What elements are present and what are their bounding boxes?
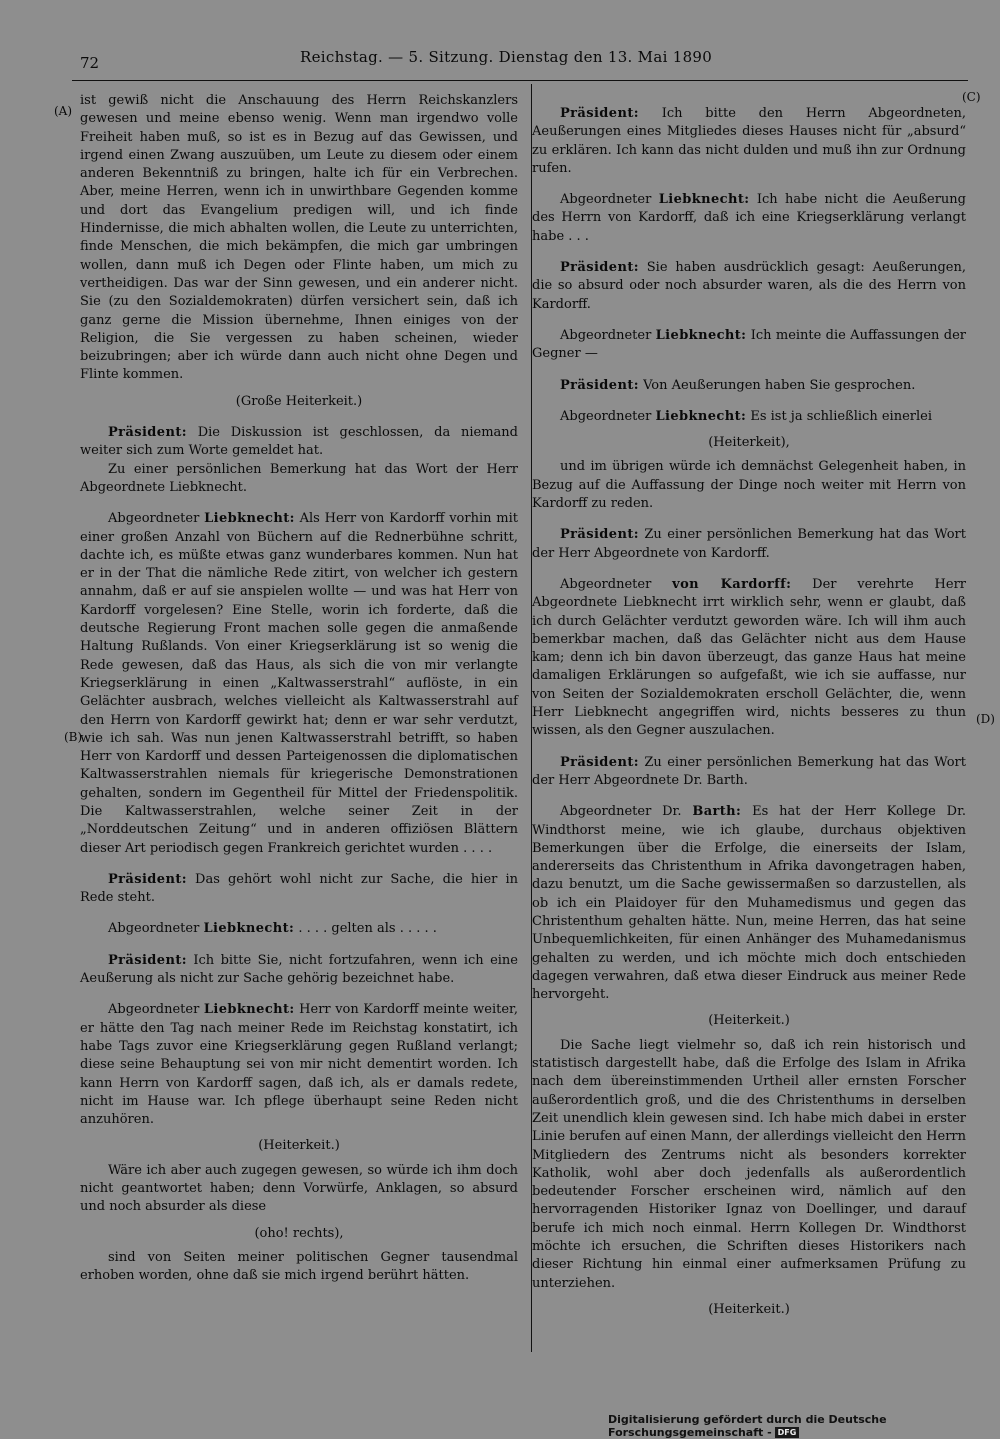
speaker-title: Abgeordneter bbox=[108, 921, 200, 937]
speaker-title: Abgeordneter bbox=[560, 192, 652, 208]
paragraph bbox=[532, 458, 966, 513]
speaker-name: Präsident: bbox=[560, 260, 639, 276]
funding-text: Digitalisierung gefördert durch die Deutsche Forschungsgemeinschaft - bbox=[608, 1413, 887, 1439]
paragraph bbox=[80, 952, 518, 989]
speaker-name: Präsident: bbox=[108, 871, 187, 887]
paragraph bbox=[532, 526, 966, 563]
speaker-title: Abgeordneter bbox=[560, 327, 652, 343]
paragraph bbox=[532, 1037, 966, 1293]
speaker-name: Präsident: bbox=[108, 952, 187, 968]
paragraph bbox=[532, 408, 966, 426]
header-rule bbox=[72, 80, 968, 81]
margin-letter-a: (A) bbox=[54, 104, 73, 118]
margin-letter-c: (C) bbox=[962, 90, 981, 104]
paragraph bbox=[532, 576, 966, 741]
paragraph-text: Es ist ja schließlich einerlei bbox=[750, 408, 932, 424]
paragraph-text: Herr von Kardorff meinte weiter, er hätte den Tag nach meiner Rede im Reichstag konstatirt, ich habe Tags zuvor eine Kriegserklärung gegen Rußland verlangt; diese seine Behauptung sei von mir nicht dementirt worden. Ich kann Herrn von Kardorff sagen, daß ich, als er damals redete, nicht im Hause war. Ich pflege überhaupt seine Reden nicht anzuhören. bbox=[80, 1002, 518, 1128]
speaker-name: Präsident: bbox=[560, 106, 639, 121]
paragraph-text: Der verehrte Herr Abgeordnete Liebknecht irrt wirklich sehr, wenn er glaubt, daß ich durch Gelächter verdutzt geworden wäre. Ich will ihm auch bemerkbar machen, daß das Gelächter nicht aus dem Hause kam; denn ich bin davon überzeugt, das ganze Haus hat meine damaligen Erklärungen so aufgefaßt, wie ich sie auffasse, nur von Seiten der Sozialdemokraten erscholl Gelächter, die, wenn Herr Liebknecht angegriffen wird, nichts besseres zu thun wissen, als den Gegner auszulachen. bbox=[532, 576, 966, 739]
paragraph bbox=[80, 1249, 518, 1286]
paragraph bbox=[532, 803, 966, 1004]
paragraph-text: . . . . gelten als . . . . . bbox=[298, 921, 437, 937]
paragraph-text: (Heiterkeit.) bbox=[708, 1013, 790, 1029]
paragraph-text: Ich habe nicht die Aeußerung des Herrn von Kardorff, daß ich eine Kriegserklärung verlangt habe . . . bbox=[532, 192, 966, 244]
paragraph-text: und im übrigen würde ich demnächst Gelegenheit haben, in Bezug auf die Auffassung der Dinge noch weiter mit Herrn von Kardorff zu reden. bbox=[532, 459, 966, 512]
speaker-title: Abgeordneter Dr. bbox=[560, 804, 682, 820]
paragraph-text: (oho! rechts), bbox=[254, 1225, 344, 1241]
paragraph bbox=[80, 1137, 518, 1155]
left-column bbox=[80, 92, 518, 1286]
paragraph bbox=[80, 1162, 518, 1217]
paragraph bbox=[80, 920, 518, 938]
funding-footer bbox=[608, 1413, 1000, 1439]
paragraph-text: Die Sache liegt vielmehr so, daß ich rein historisch und statistisch dargestellt habe, daß die Erfolge des Islam in Afrika nach dem übereinstimmenden Urtheil aller ernsten Forscher außerordentlich groß, und die des Christenthums in derselben Zeit unendlich klein gewesen sind. Ich habe mich dabei in erster Linie berufen auf einen Mann, der allerdings vielleicht den Herrn Mitgliedern des Zentrums nicht als besonders korrekter Katholik, wohl aber doch jedenfalls als außerordentlich bedeutender Forscher erscheinen wird, nämlich auf den hervorragenden Historiker Ignaz von Doellinger, und darauf berufe ich mich noch einmal. Herrn Kollegen Dr. Windthorst möchte ich ersuchen, die Schriften dieses Historikers nach dieser Richtung hin einmal einer aufmerksamen Prüfung zu unterziehen. bbox=[532, 1037, 966, 1291]
paragraph-text: (Heiterkeit.) bbox=[258, 1138, 340, 1154]
speaker-title: Abgeordneter bbox=[108, 511, 200, 527]
paragraph-text: (Heiterkeit), bbox=[708, 435, 790, 451]
paragraph-text: Es hat der Herr Kollege Dr. Windthorst meine, wie ich glaube, durchaus objektiven Bemerkungen über die Erfolge, die einerseits der Islam, andererseits das Christenthum in Afrika davongetragen haben, dazu benutzt, um die Sache gewissermaßen so darzustellen, als ob ich ein Plaidoyer für den Muhamedismus und gegen das Christenthum gehalten hätte. Nun, meine Herren, das hat seine Unbequemlichkeiten, für einen Anhänger des Muhamedanismus gehalten zu werden, und ich möchte mich doch entschieden dagegen verwahren, daß etwa dieser Eindruck aus meiner Rede hervorgeht. bbox=[532, 804, 966, 1003]
margin-letter-d: (D) bbox=[976, 712, 995, 726]
paragraph bbox=[80, 461, 518, 498]
paragraph bbox=[80, 510, 518, 858]
speaker-title: Abgeordneter bbox=[560, 408, 652, 424]
paragraph bbox=[532, 1012, 966, 1030]
margin-letter-b: (B) bbox=[64, 730, 83, 744]
paragraph-text: (Große Heiterkeit.) bbox=[235, 393, 363, 409]
paragraph-text: Die Diskussion ist geschlossen, da niemand weiter sich zum Worte gemeldet hat. bbox=[80, 425, 519, 459]
paragraph-text: Zu einer persönlichen Bemerkung hat das Wort der Herr Abgeordnete Dr. Barth. bbox=[532, 754, 966, 788]
paragraph-text: Das gehört wohl nicht zur Sache, die hier in Rede steht. bbox=[80, 871, 518, 906]
paragraph bbox=[532, 259, 966, 314]
paragraph bbox=[532, 434, 966, 452]
running-title: Reichstag. — 5. Sitzung. Dienstag den 13. Mai 1890 bbox=[300, 48, 713, 66]
paragraph-text: Wäre ich aber auch zugegen gewesen, so würde ich ihm doch nicht geantwortet haben; denn Vorwürfe, Anklagen, so absurd und noch absurder als diese bbox=[80, 1162, 518, 1215]
paragraph-text: Sie haben ausdrücklich gesagt: Aeußerungen, die so absurd oder noch absurder waren, als die des Herrn von Kardorff. bbox=[532, 260, 966, 312]
paragraph-text: Ich bitte Sie, nicht fortzufahren, wenn ich eine Aeußerung als nicht zur Sache gehörig bezeichnet habe. bbox=[80, 952, 518, 987]
speaker-name: Präsident: bbox=[560, 754, 639, 770]
speaker-name: Liebknecht: bbox=[203, 921, 295, 937]
paragraph bbox=[80, 393, 518, 411]
speaker-name: Barth: bbox=[692, 804, 742, 820]
paragraph bbox=[80, 92, 518, 385]
paragraph-text: Von Aeußerungen haben Sie gesprochen. bbox=[643, 377, 916, 393]
paragraph bbox=[80, 1001, 518, 1129]
speaker-name: Liebknecht: bbox=[655, 327, 747, 343]
paragraph-text: Zu einer persönlichen Bemerkung hat das Wort der Herr Abgeordnete von Kardorff. bbox=[532, 527, 966, 561]
paragraph-text: sind von Seiten meiner politischen Gegner tausendmal erhoben worden, ohne daß sie mich irgend berührt hätten. bbox=[80, 1249, 518, 1284]
paragraph bbox=[532, 327, 966, 364]
paragraph bbox=[80, 1225, 518, 1243]
paragraph bbox=[532, 754, 966, 791]
paragraph-text: (Heiterkeit.) bbox=[708, 1301, 790, 1317]
speaker-name: Liebknecht: bbox=[658, 192, 750, 208]
paragraph-text: ist gewiß nicht die Anschauung des Herrn Reichskanzlers gewesen und meine ebenso wenig. Wenn man irgendwo volle Freiheit haben muß, so ist es in Bezug auf das Gewissen, und irgend einen Zwang auszuüben, um Leute zu diesem oder einem anderen Bekenntniß zu bringen, halte ich für ein Verbrechen. Aber, meine Herren, wenn ich in unwirthbare Gegenden komme und dort das Evangelium predigen will, und ich finde Hindernisse, die mich abhalten wollen, die Leute zu unterrichten, finde Menschen, die mich bekämpfen, die mich gar umbringen wollen, dann muß ich Degen oder Flinte haben, um mich zu vertheidigen. Das war der Sinn gewesen, und ein anderer nicht. Sie (zu den Sozialdemokraten) dürfen versichert sein, daß ich ganz gerne die Mission übernehme, Ihnen einiges von der Religion, die Sie vergessen zu haben scheinen, wieder beizubringen; aber ich würde dann auch nicht ohne Degen und Flinte kommen. bbox=[80, 93, 518, 383]
speaker-name: Präsident: bbox=[560, 527, 639, 543]
paragraph-text: Ich bitte den Herrn Abgeordneten, Aeußerungen eines Mitgliedes dieses Hauses nicht für „absurd“ zu erklären. Ich kann das nicht dulden und muß ihn zur Ordnung rufen. bbox=[532, 106, 966, 176]
paragraph bbox=[532, 191, 966, 246]
speaker-name: Liebknecht: bbox=[203, 1002, 295, 1018]
speaker-name: von Kardorff: bbox=[672, 576, 792, 592]
page-number: 72 bbox=[80, 54, 100, 72]
dfg-logo: DFG bbox=[775, 1427, 800, 1438]
speaker-title: Abgeordneter bbox=[560, 576, 652, 592]
page-header bbox=[0, 44, 1000, 74]
speaker-name: Liebknecht: bbox=[204, 511, 295, 527]
paragraph-text: Zu einer persönlichen Bemerkung hat das Wort der Herr Abgeordnete Liebknecht. bbox=[80, 461, 518, 495]
paragraph-text: Ich meinte die Auffassungen der Gegner — bbox=[532, 327, 966, 362]
paragraph-text: Als Herr von Kardorff vorhin mit einer großen Anzahl von Büchern auf die Rednerbühne schritt, dachte ich, es müßte etwas ganz wunderbares kommen. Nun hat er in der That die nämliche Rede zitirt, von welcher ich gestern annahm, daß er auf sie anspielen wollte — und was hat Herr von Kardorff vorgelesen? Eine Stelle, worin ich forderte, daß die deutsche Regierung Front machen solle gegen die anmaßende Haltung Rußlands. Von einer Kriegserklärung ist so wenig die Rede gewesen, daß das Haus, als sich die von mir verlangte Kriegserklärung in einen „Kaltwasserstrahl“ auflöste, in ein Gelächter ausbrach, welches vielleicht als Kaltwasserstrahl auf den Herrn von Kardorff gewirkt hat; denn er war sehr verdutzt, wie ich sah. Was nun jenen Kaltwasserstrahl betrifft, so haben Herr von Kardorff und dessen Parteigenossen die diplomatischen Kaltwasserstrahlen niemals für kriegerische Demonstrationen gehalten, sondern im Gegentheil für Mittel der Friedenspolitik. Die Kaltwasserstrahlen, welche seiner Zeit in der „Norddeutschen Zeitung“ und in anderen offiziösen Blättern dieser Art periodisch gegen Frankreich gerichtet wurden . . . . bbox=[80, 511, 518, 856]
speaker-name: Präsident: bbox=[108, 425, 187, 441]
right-column bbox=[532, 92, 966, 1325]
speaker-name: Präsident: bbox=[560, 377, 639, 393]
paragraph bbox=[532, 1301, 966, 1319]
speaker-name: Liebknecht: bbox=[655, 408, 747, 424]
paragraph bbox=[80, 871, 518, 908]
speaker-title: Abgeordneter bbox=[108, 1002, 200, 1018]
paragraph bbox=[532, 377, 966, 395]
paragraph bbox=[532, 105, 966, 178]
paragraph bbox=[80, 424, 518, 461]
